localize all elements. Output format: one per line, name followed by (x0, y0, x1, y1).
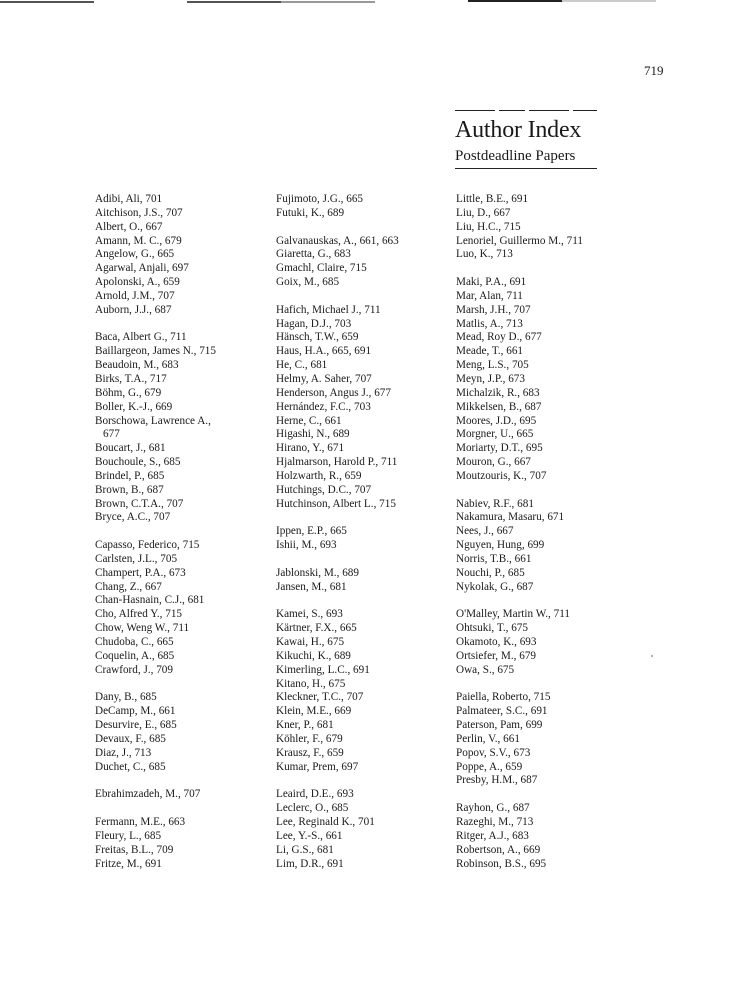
author-entry: Freitas, B.L., 709 (95, 843, 174, 856)
author-entry: Fujimoto, J.G., 665 (276, 193, 364, 205)
author-entry: Mead, Roy D., 677 (456, 331, 542, 344)
author-entry: Baillargeon, James N., 715 (95, 345, 216, 358)
author-entry: Moutzouris, K., 707 (456, 469, 547, 482)
author-entry: Borschowa, Lawrence A., (95, 414, 211, 427)
author-entry: Fermann, M.E., 663 (95, 815, 186, 828)
author-entry: Boller, K.-J., 669 (95, 400, 173, 413)
author-entry: Henderson, Angus J., 677 (276, 386, 391, 399)
author-entry: Carlsten, J.L., 705 (95, 552, 178, 565)
scan-artifact-line (0, 1, 94, 3)
author-entry: Amann, M. C., 679 (95, 234, 182, 247)
header-top-rule (455, 110, 597, 111)
author-entry: Apolonski, A., 659 (95, 276, 180, 289)
letter-group-spacer (276, 774, 399, 788)
author-entry: Baca, Albert G., 711 (95, 331, 187, 344)
author-entry: Norris, T.B., 661 (456, 552, 532, 565)
author-entry: Hjalmarson, Harold P., 711 (276, 456, 398, 469)
page-number: 719 (644, 63, 664, 78)
author-entry: Fleury, L., 685 (95, 829, 162, 842)
letter-group-spacer (276, 553, 399, 567)
author-entry: Kärtner, F.X., 665 (276, 622, 357, 635)
author-entry: Herne, C., 661 (276, 414, 342, 427)
author-entry: Crawford, J., 709 (95, 663, 173, 676)
author-entry: Razeghi, M., 713 (456, 815, 534, 828)
author-entry: Li, G.S., 681 (276, 843, 334, 856)
author-entry: Kumar, Prem, 697 (276, 760, 359, 773)
index-header (455, 110, 597, 169)
letter-group-spacer (276, 511, 399, 525)
author-entry: Rayhon, G., 687 (456, 802, 530, 815)
author-entry: Jansen, M., 681 (276, 580, 347, 593)
author-entry: Haus, H.A., 665, 691 (276, 345, 372, 358)
author-entry: Owa, S., 675 (456, 663, 515, 676)
author-entry: Gmachl, Claire, 715 (276, 262, 367, 275)
author-entry: Kner, P., 681 (276, 719, 334, 732)
author-entry: Ohtsuki, T., 675 (456, 622, 528, 635)
author-entry: DeCamp, M., 661 (95, 705, 176, 718)
author-entry: Birks, T.A., 717 (95, 372, 167, 385)
author-entry: Aitchison, J.S., 707 (95, 206, 183, 219)
author-entry: Köhler, F., 679 (276, 732, 343, 745)
author-entry: Maki, P.A., 691 (456, 276, 527, 289)
letter-group-spacer (95, 802, 216, 816)
scan-artifact-line (562, 0, 656, 2)
author-entry: Paterson, Pam, 699 (456, 719, 543, 732)
author-entry: Albert, O., 667 (95, 220, 163, 233)
header-bottom-rule (455, 168, 597, 169)
author-entry: Klein, M.E., 669 (276, 705, 352, 718)
author-entry: Liu, D., 667 (456, 206, 511, 219)
author-entry: Krausz, F., 659 (276, 746, 344, 759)
author-entry: Hutchinson, Albert L., 715 (276, 497, 396, 510)
letter-group-spacer (456, 788, 583, 802)
author-entry: Duchet, C., 685 (95, 760, 166, 773)
author-entry: Michalzik, R., 683 (456, 386, 540, 399)
author-entry: Goix, M., 685 (276, 276, 340, 289)
author-entry: Lee, Reginald K., 701 (276, 815, 375, 828)
author-entry: Leclerc, O., 685 (276, 802, 349, 815)
author-entry: Mar, Alan, 711 (456, 289, 523, 302)
author-entry: Brown, C.T.A., 707 (95, 497, 184, 510)
author-entry: Galvanauskas, A., 661, 663 (276, 234, 399, 247)
letter-group-spacer (276, 221, 399, 235)
author-entry: Matlis, A., 713 (456, 317, 523, 330)
author-entry: Meng, L.S., 705 (456, 359, 529, 372)
author-entry: Hirano, Y., 671 (276, 442, 345, 455)
author-entry: Okamoto, K., 693 (456, 636, 537, 648)
author-entry: Futuki, K., 689 (276, 206, 345, 219)
author-entry: Adibi, Ali, 701 (95, 193, 163, 205)
letter-group-spacer (95, 678, 216, 692)
author-entry: Palmateer, S.C., 691 (456, 705, 548, 718)
letter-group-spacer (456, 484, 583, 498)
author-entry: Robinson, B.S., 695 (456, 857, 547, 870)
letter-group-spacer (95, 318, 216, 332)
author-entry: Nabiev, R.F., 681 (456, 497, 534, 510)
author-entry: Boucart, J., 681 (95, 442, 166, 455)
letter-group-spacer (456, 262, 583, 276)
scan-artifact-line (281, 1, 375, 3)
author-entry: Fritze, M., 691 (95, 857, 162, 870)
author-entry: Liu, H.C., 715 (456, 220, 521, 233)
author-entry: Lee, Y.-S., 661 (276, 829, 343, 842)
author-entry: Hafich, Michael J., 711 (276, 303, 381, 316)
author-entry: Moores, J.D., 695 (456, 414, 537, 427)
author-entry: Coquelin, A., 685 (95, 649, 175, 662)
author-entry: Desurvire, E., 685 (95, 719, 177, 732)
author-entry: Brown, B., 687 (95, 483, 164, 496)
author-entry: Cho, Alfred Y., 715 (95, 608, 183, 621)
author-entry: Ortsiefer, M., 679 (456, 649, 537, 662)
author-entry: Beaudoin, M., 683 (95, 359, 179, 372)
author-entry: Marsh, J.H., 707 (456, 303, 531, 316)
author-entry: Ippen, E.P., 665 (276, 525, 347, 538)
author-entry: Kitano, H., 675 (276, 677, 346, 690)
author-entry: Böhm, G., 679 (95, 386, 162, 399)
author-entry: Nguyen, Hung, 699 (456, 539, 545, 552)
author-entry: Bouchoule, S., 685 (95, 456, 181, 469)
author-entry: Hänsch, T.W., 659 (276, 331, 359, 344)
author-entry: Chan-Hasnain, C.J., 681 (95, 594, 205, 607)
author-entry: Nouchi, P., 685 (456, 566, 525, 579)
letter-group-spacer (95, 774, 216, 788)
author-entry: Diaz, J., 713 (95, 746, 152, 759)
author-entry: Ishii, M., 693 (276, 539, 337, 552)
letter-group-spacer (456, 678, 583, 692)
author-entry: Nees, J., 667 (456, 525, 514, 538)
letter-group-spacer (456, 594, 583, 608)
author-entry: Angelow, G., 665 (95, 248, 175, 261)
scan-artifact-line (468, 0, 562, 2)
author-entry: Helmy, A. Saher, 707 (276, 372, 372, 385)
author-entry: Poppe, A., 659 (456, 760, 523, 773)
author-entry: Nakamura, Masaru, 671 (456, 511, 565, 524)
author-entry: Arnold, J.M., 707 (95, 289, 175, 302)
author-entry: Mikkelsen, B., 687 (456, 400, 542, 413)
author-entry: Hutchings, D.C., 707 (276, 483, 372, 496)
author-entry: Agarwal, Anjali, 697 (95, 262, 189, 275)
author-entry: Morgner, U., 665 (456, 428, 534, 441)
author-entry: Hagan, D.J., 703 (276, 317, 352, 330)
index-column-1 (95, 193, 216, 871)
author-entry: Holzwarth, R., 659 (276, 469, 362, 482)
author-entry: Jablonski, M., 689 (276, 566, 359, 579)
author-entry: Robertson, A., 669 (456, 843, 541, 856)
letter-group-spacer (95, 525, 216, 539)
author-entry: Hernández, F.C., 703 (276, 400, 371, 413)
author-entry: Auborn, J.J., 687 (95, 303, 172, 316)
author-entry: Kawai, H., 675 (276, 636, 345, 648)
page-subtitle: Postdeadline Papers (455, 148, 576, 164)
author-entry: Leaird, D.E., 693 (276, 788, 354, 801)
author-entry: Perlin, V., 661 (456, 732, 520, 745)
scan-speck (651, 655, 653, 657)
scan-artifact-line (187, 1, 281, 3)
author-entry: Moriarty, D.T., 695 (456, 442, 543, 455)
author-entry: Chang, Z., 667 (95, 580, 162, 593)
author-entry: Nykolak, G., 687 (456, 580, 534, 593)
page-title: Author Index (455, 117, 582, 143)
author-entry: Paiella, Roberto, 715 (456, 691, 551, 704)
author-entry: Kleckner, T.C., 707 (276, 691, 364, 704)
author-entry: Champert, P.A., 673 (95, 566, 186, 579)
author-entry: 677 (103, 428, 120, 441)
author-entry: Higashi, N., 689 (276, 428, 350, 441)
author-entry: Brindel, P., 685 (95, 469, 165, 482)
author-entry: Chow, Weng W., 711 (95, 622, 190, 635)
author-entry: O'Malley, Martin W., 711 (456, 608, 570, 621)
author-entry: Kimerling, L.C., 691 (276, 663, 370, 676)
author-entry: Kikuchi, K., 689 (276, 649, 351, 662)
author-entry: Popov, S.V., 673 (456, 746, 531, 759)
author-entry: Ritger, A.J., 683 (456, 829, 529, 842)
author-entry: Meade, T., 661 (456, 345, 524, 358)
author-entry: He, C., 681 (276, 359, 328, 372)
author-entry: Giaretta, G., 683 (276, 248, 351, 261)
author-entry: Little, B.E., 691 (456, 193, 529, 205)
author-entry: Chudoba, C., 665 (95, 636, 174, 648)
author-entry: Lenoriel, Guillermo M., 711 (456, 234, 583, 247)
author-entry: Lim, D.R., 691 (276, 857, 344, 870)
author-entry: Bryce, A.C., 707 (95, 511, 171, 524)
letter-group-spacer (276, 290, 399, 304)
author-entry: Luo, K., 713 (456, 248, 513, 261)
index-column-3 (456, 193, 583, 871)
author-entry: Mouron, G., 667 (456, 456, 531, 469)
author-entry: Devaux, F., 685 (95, 732, 166, 745)
author-entry: Meyn, J.P., 673 (456, 372, 525, 385)
letter-group-spacer (276, 594, 399, 608)
author-entry: Capasso, Federico, 715 (95, 539, 200, 552)
author-entry: Dany, B., 685 (95, 691, 157, 704)
author-entry: Kamei, S., 693 (276, 608, 343, 621)
author-entry: Presby, H.M., 687 (456, 774, 538, 787)
author-entry: Ebrahimzadeh, M., 707 (95, 788, 201, 801)
index-column-2 (276, 193, 399, 871)
